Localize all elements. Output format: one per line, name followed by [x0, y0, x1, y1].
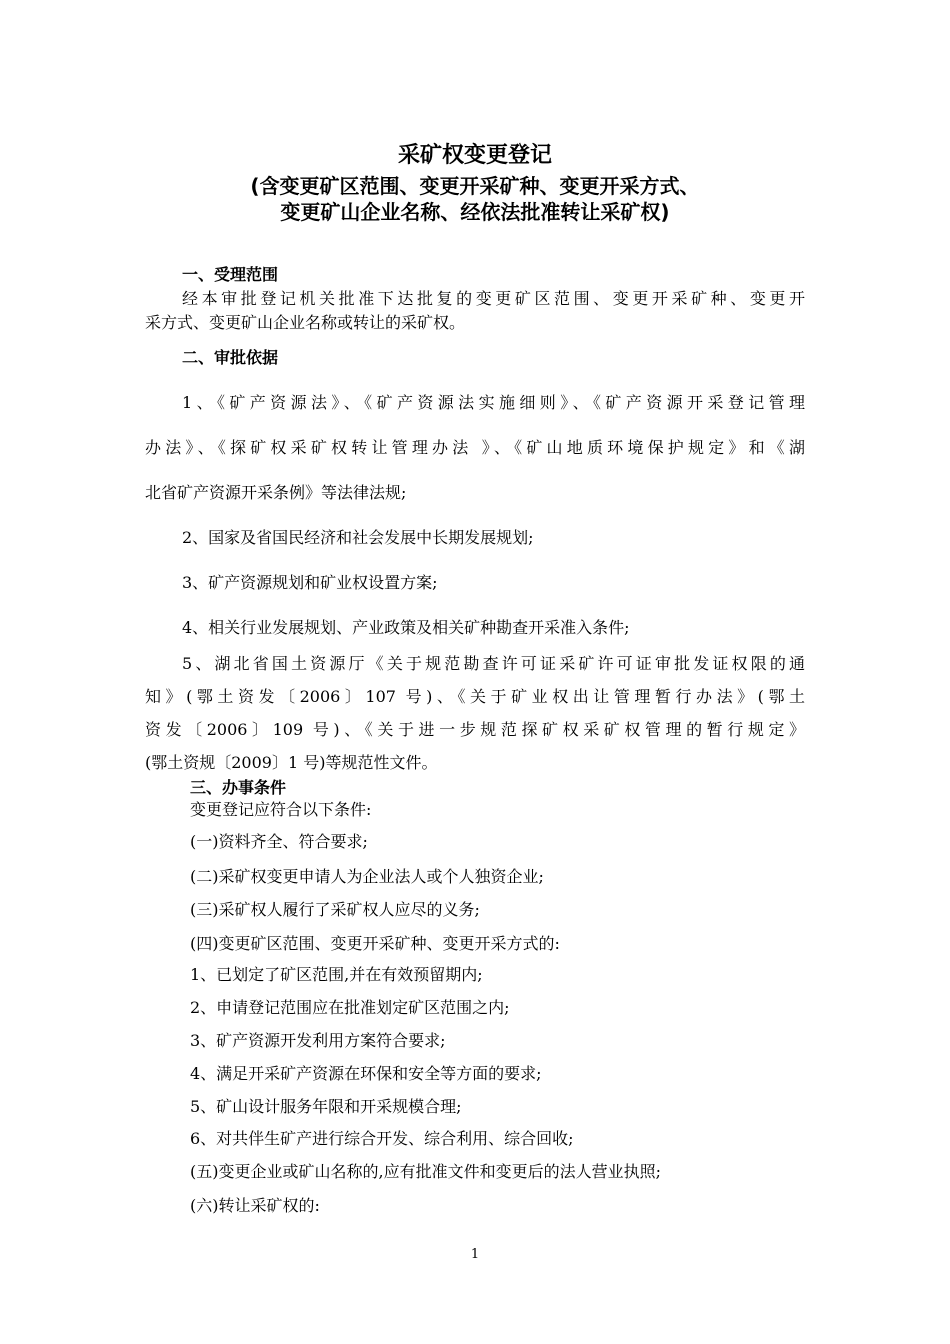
section3-heading: 三、办事条件	[190, 778, 287, 797]
basis-item5-line3: 资发〔2006〕109 号)、《关于进一步规范探矿权采矿权管理的暂行规定》	[145, 720, 805, 739]
page-subtitle-line1: (含变更矿区范围、变更开采矿种、变更开采方式、	[250, 174, 700, 198]
condition-4-sub4: 4、满足开采矿产资源在环保和安全等方面的要求;	[190, 1064, 542, 1083]
section1-text-line1: 经本审批登记机关批准下达批复的变更矿区范围、变更开采矿种、变更开	[182, 289, 805, 308]
condition-4: (四)变更矿区范围、变更开采矿种、变更开采方式的:	[190, 934, 560, 953]
basis-item5-line1: 5、湖北省国土资源厅《关于规范勘查许可证采矿许可证审批发证权限的通	[182, 654, 805, 673]
condition-4-sub3: 3、矿产资源开发利用方案符合要求;	[190, 1031, 446, 1050]
basis-item2: 2、国家及省国民经济和社会发展中长期发展规划;	[182, 528, 534, 547]
condition-5: (五)变更企业或矿山名称的,应有批准文件和变更后的法人营业执照;	[190, 1162, 661, 1181]
basis-item4: 4、相关行业发展规划、产业政策及相关矿种勘查开采准入条件;	[182, 618, 630, 637]
page-number: 1	[470, 1247, 480, 1262]
condition-4-sub1: 1、已划定了矿区范围,并在有效预留期内;	[190, 965, 483, 984]
condition-4-sub6: 6、对共伴生矿产进行综合开发、综合利用、综合回收;	[190, 1129, 574, 1148]
condition-4-sub5: 5、矿山设计服务年限和开采规模合理;	[190, 1097, 462, 1116]
condition-1: (一)资料齐全、符合要求;	[190, 832, 368, 851]
conditions-intro: 变更登记应符合以下条件:	[190, 800, 372, 819]
condition-6: (六)转让采矿权的:	[190, 1196, 320, 1215]
section1-heading: 一、受理范围	[182, 265, 279, 284]
basis-item5-line2: 知》(鄂土资发〔2006〕107 号)、《关于矿业权出让管理暂行办法》(鄂土	[145, 687, 805, 706]
basis-item1-line3: 北省矿产资源开采条例》等法律法规;	[145, 483, 407, 502]
page-subtitle-line2: 变更矿山企业名称、经依法批准转让采矿权)	[280, 200, 670, 224]
page-title: 采矿权变更登记	[397, 143, 552, 168]
condition-2: (二)采矿权变更申请人为企业法人或个人独资企业;	[190, 867, 544, 886]
section1-text-line2: 采方式、变更矿山企业名称或转让的采矿权。	[145, 313, 466, 332]
basis-item1-line1: 1、《矿产资源法》、《矿产资源法实施细则》、《矿产资源开采登记管理	[182, 393, 805, 412]
basis-item1-line2: 办法》、《探矿权采矿权转让管理办法 》、《矿山地质环境保护规定》和《湖	[145, 438, 805, 457]
basis-item5-line4: (鄂土资规〔2009〕1 号)等规范性文件。	[145, 753, 438, 772]
section2-heading: 二、审批依据	[182, 348, 279, 367]
basis-item3: 3、矿产资源规划和矿业权设置方案;	[182, 573, 438, 592]
condition-3: (三)采矿权人履行了采矿权人应尽的义务;	[190, 900, 480, 919]
condition-4-sub2: 2、申请登记范围应在批准划定矿区范围之内;	[190, 998, 510, 1017]
